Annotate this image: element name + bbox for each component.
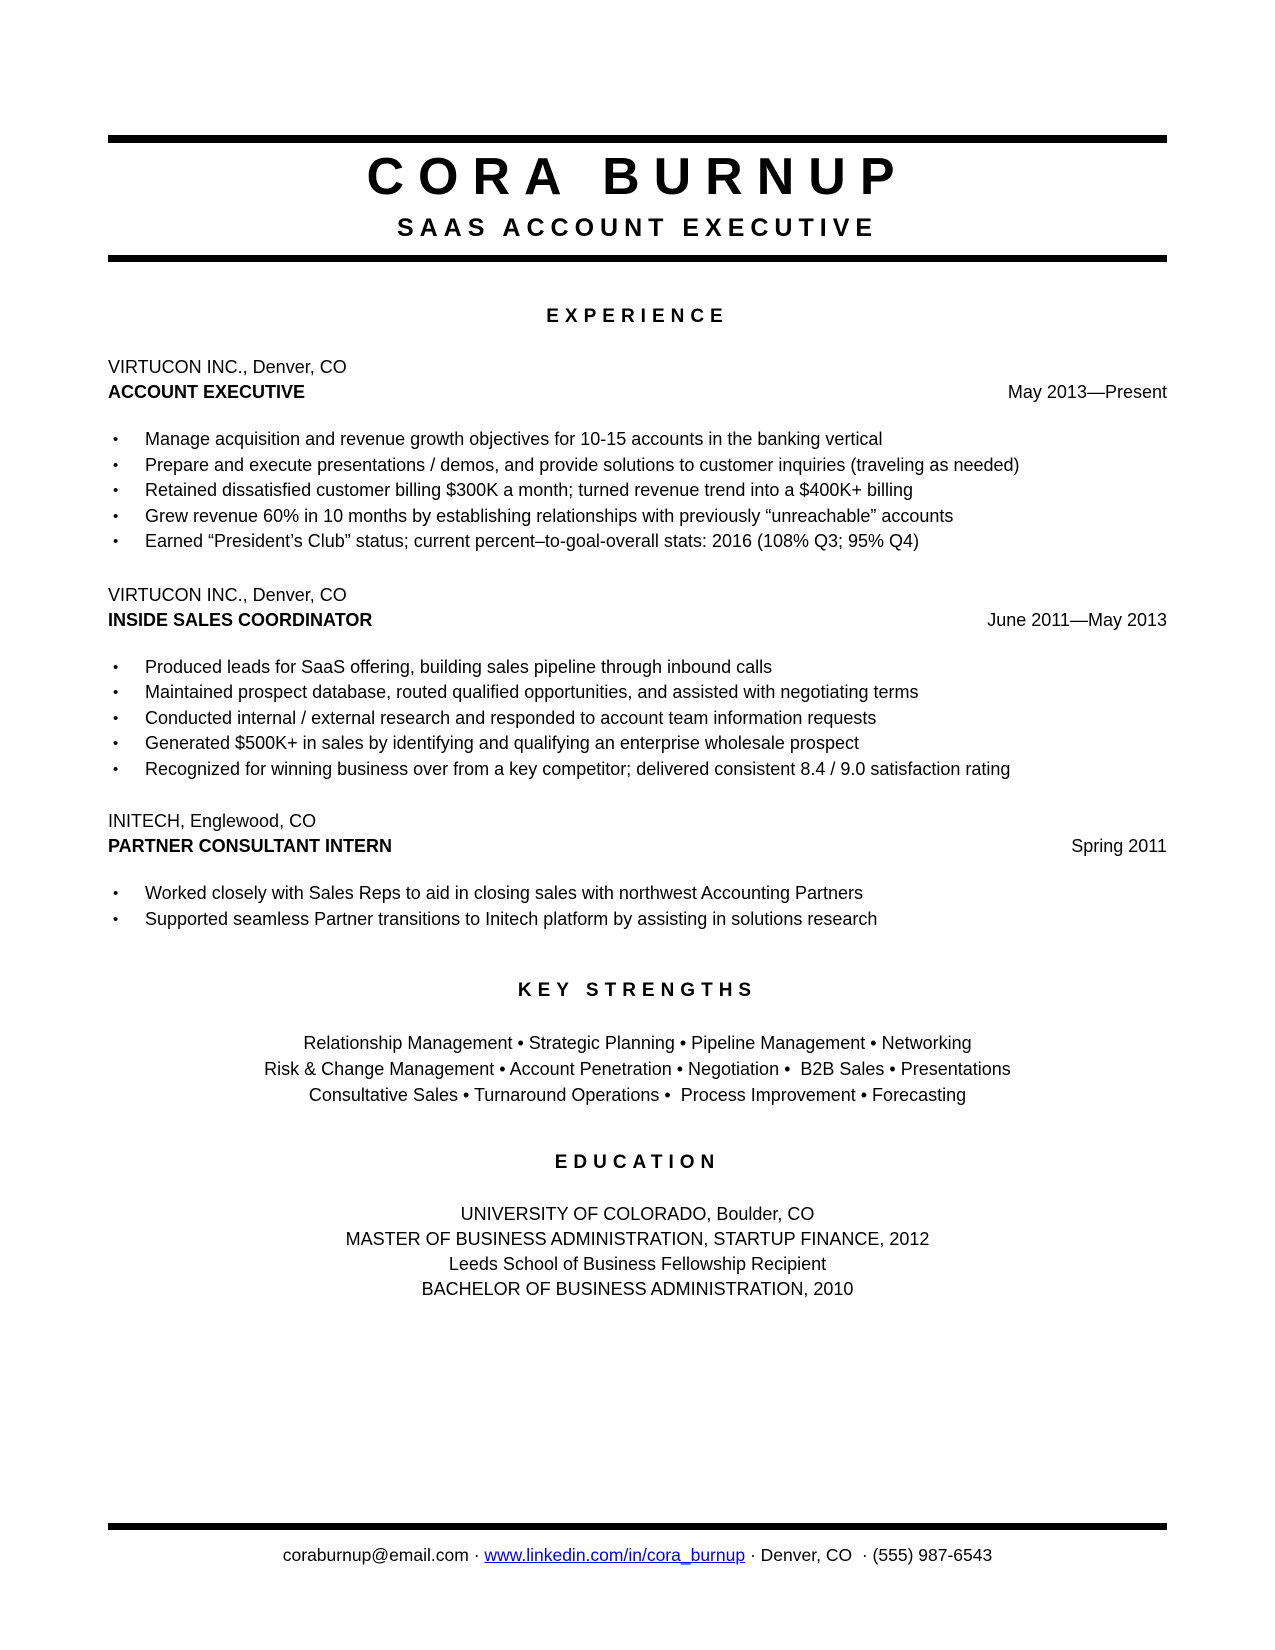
bullet-icon: • (113, 431, 119, 448)
contact-line (108, 1545, 1167, 1566)
bullet-text: Grew revenue 60% in 10 months by establishing relationships with previously “unreachable” accounts (145, 505, 954, 526)
bullet-text: Recognized for winning business over from a key competitor; delivered consistent 8.4 / 9.0 satisfaction rating (145, 758, 1011, 779)
job-bullet (108, 453, 1167, 479)
job-bullet (108, 529, 1167, 555)
bullet-icon: • (113, 735, 119, 752)
bullet-text: Produced leads for SaaS offering, building sales pipeline through inbound calls (145, 656, 773, 677)
job-bullet (108, 731, 1167, 757)
section-heading-experience: EXPERIENCE (546, 306, 729, 327)
header-rule-bottom (108, 255, 1167, 262)
education-line: Leeds School of Business Fellowship Recipient (448, 1254, 827, 1274)
bullet-text: Prepare and execute presentations / demos, and provide solutions to customer inquiries (traveling as needed) (145, 454, 1020, 475)
job-dates: June 2011—May 2013 (987, 609, 1167, 630)
education-line: MASTER OF BUSINESS ADMINISTRATION, STARTUP FINANCE, 2012 (345, 1229, 930, 1249)
bullet-icon: • (113, 684, 119, 701)
bullet-text: Retained dissatisfied customer billing $300K a month; turned revenue trend into a $400K+ billing (145, 480, 913, 500)
bullet-text: Manage acquisition and revenue growth objectives for 10-15 accounts in the banking vertical (145, 429, 883, 449)
key-strengths-line: Risk & Change Management • Account Penetration • Negotiation • B2B Sales • Presentations (264, 1059, 1011, 1079)
job-bullet (108, 706, 1167, 732)
job-company: INITECH, Englewood, CO (108, 811, 317, 831)
job-bullet (108, 680, 1167, 706)
job-bullet (108, 478, 1167, 504)
job-title-row (108, 834, 1167, 859)
separator-dot: · (749, 1545, 756, 1565)
job-bullets (108, 655, 1167, 783)
education-list (108, 1202, 1167, 1302)
job-title-row (108, 380, 1167, 405)
job-title-row (108, 608, 1167, 633)
bullet-text: Earned “President’s Club” status; current percent–to-goal-overall stats: 2016 (108% Q3; 95% Q4) (145, 531, 920, 551)
bullet-text: Conducted internal / external research and responded to account team information requests (145, 707, 877, 728)
bullet-icon: • (113, 456, 119, 474)
bullet-icon: • (113, 482, 119, 499)
bullet-icon: • (113, 658, 119, 676)
section-heading-key-strengths: KEY STRENGTHS (517, 980, 758, 1001)
section-heading-education: EDUCATION (554, 1152, 721, 1173)
bullet-icon: • (113, 885, 119, 902)
job-dates: May 2013—Present (1007, 382, 1167, 402)
job-entry (108, 583, 1167, 783)
job-bullet (108, 907, 1167, 933)
bullet-icon: • (113, 709, 119, 727)
bullet-icon: • (113, 910, 119, 928)
job-company: VIRTUCON INC., Denver, CO (108, 584, 347, 605)
bullet-icon: • (113, 760, 119, 778)
key-strengths-line: Relationship Management • Strategic Planning • Pipeline Management • Networking (303, 1033, 972, 1053)
bullet-icon: • (113, 507, 119, 525)
education-line: UNIVERSITY OF COLORADO, Boulder, CO (460, 1204, 815, 1224)
bullet-text: Worked closely with Sales Reps to aid in closing sales with northwest Accounting Partners (145, 883, 864, 903)
candidate-name: CORA BURNUP (366, 148, 909, 206)
job-bullet (108, 757, 1167, 783)
job-bullets (108, 427, 1167, 555)
separator-dot: · (473, 1545, 480, 1565)
job-bullet (108, 427, 1167, 453)
job-entry (108, 809, 1167, 932)
job-entry (108, 355, 1167, 555)
job-dates: Spring 2011 (1071, 836, 1167, 856)
bullet-text: Maintained prospect database, routed qualified opportunities, and assisted with negotiating terms (145, 682, 919, 702)
bullet-text: Supported seamless Partner transitions to Initech platform by assisting in solutions research (145, 908, 878, 929)
job-title: INSIDE SALES COORDINATOR (108, 609, 373, 630)
job-bullet (108, 504, 1167, 530)
contact-phone: (555) 987-6543 (872, 1545, 993, 1565)
job-bullet (108, 881, 1167, 907)
contact-location: Denver, CO (760, 1545, 857, 1565)
key-strengths-list (108, 1030, 1167, 1108)
job-title: ACCOUNT EXECUTIVE (108, 382, 306, 402)
job-title: PARTNER CONSULTANT INTERN (108, 836, 392, 856)
bullet-icon: • (113, 533, 119, 550)
education-line: BACHELOR OF BUSINESS ADMINISTRATION, 2010 (421, 1279, 854, 1299)
candidate-title: SAAS ACCOUNT EXECUTIVE (396, 214, 879, 242)
job-company: VIRTUCON INC., Denver, CO (108, 357, 347, 377)
footer (108, 1523, 1167, 1566)
footer-rule (108, 1523, 1167, 1530)
job-bullets (108, 881, 1167, 932)
key-strengths-line: Consultative Sales • Turnaround Operations • Process Improvement • Forecasting (308, 1085, 967, 1105)
header-rule-top (108, 135, 1167, 143)
bullet-text: Generated $500K+ in sales by identifying and qualifying an enterprise wholesale prospect (145, 733, 859, 753)
linkedin-link[interactable]: www.linkedin.com/in/cora_burnup (484, 1545, 746, 1565)
separator-dot: · (861, 1545, 868, 1565)
job-bullet (108, 655, 1167, 681)
contact-email: coraburnup@email.com (282, 1545, 469, 1565)
